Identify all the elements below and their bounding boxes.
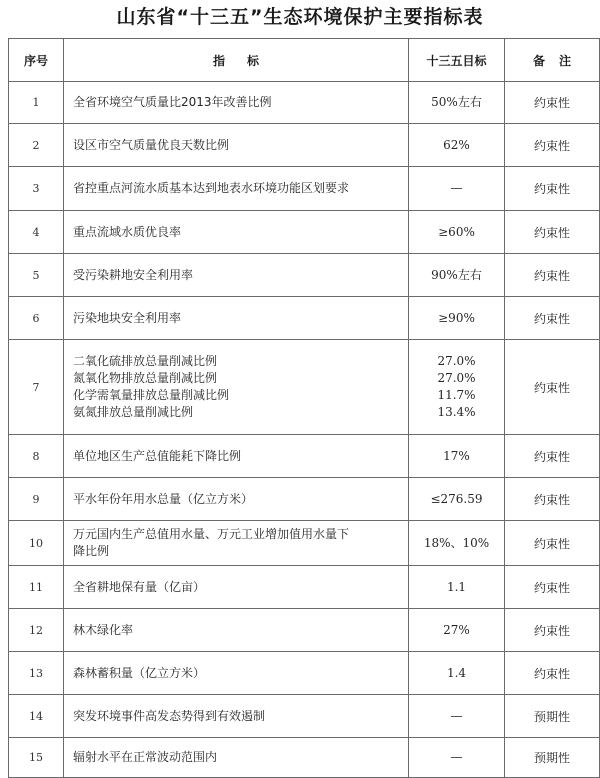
indicator-cell — [64, 211, 409, 254]
indicator-text: 突发环境事件高发态势得到有效遏制 — [73, 708, 266, 723]
table-header-row — [9, 39, 600, 82]
indicator-cell — [64, 609, 409, 652]
indicator-cell — [64, 435, 409, 478]
note-cell: 约束性 — [505, 254, 600, 297]
table-row — [9, 82, 600, 124]
row-number: 1 — [9, 82, 64, 124]
indicator-text: 平水年份年用水总量（亿立方米） — [73, 491, 254, 506]
target-value: ≥90% — [438, 310, 475, 325]
indicator-text: 全省耕地保有量（亿亩） — [73, 579, 206, 594]
header-indicator: 指标 — [64, 39, 409, 82]
table-row — [9, 167, 600, 211]
target-cell — [409, 695, 505, 738]
table-body — [9, 82, 600, 778]
indicator-cell — [64, 521, 409, 566]
table-row — [9, 254, 600, 297]
target-cell — [409, 478, 505, 521]
target-cell — [409, 254, 505, 297]
row-number: 11 — [9, 566, 64, 609]
indicator-cell — [64, 82, 409, 124]
indicator-cell — [64, 124, 409, 167]
row-number: 10 — [9, 521, 64, 566]
table-row — [9, 297, 600, 340]
indicator-text: 重点流域水质优良率 — [73, 224, 182, 239]
target-cell — [409, 521, 505, 566]
indicator-table — [8, 38, 600, 778]
indicator-text: 万元国内生产总值用水量、万元工业增加值用水量下 — [73, 527, 350, 541]
target-value: 90%左右 — [431, 267, 482, 282]
table-row — [9, 738, 600, 778]
target-cell — [409, 652, 505, 695]
note-cell: 约束性 — [505, 297, 600, 340]
table-row — [9, 609, 600, 652]
header-note: 备注 — [505, 39, 600, 82]
table-row — [9, 211, 600, 254]
target-value: 27.0% — [437, 354, 476, 368]
note-cell: 约束性 — [505, 167, 600, 211]
row-number: 7 — [9, 340, 64, 435]
target-value: 62% — [443, 137, 470, 152]
row-number: 3 — [9, 167, 64, 211]
indicator-text: 污染地块安全利用率 — [73, 310, 182, 325]
target-value: 17% — [443, 448, 470, 463]
header-target: 十三五目标 — [409, 39, 505, 82]
table-row — [9, 478, 600, 521]
indicator-text: 降比例 — [73, 544, 110, 558]
target-value: — — [450, 750, 463, 764]
indicator-text: 化学需氧量排放总量削减比例 — [73, 388, 230, 402]
note-cell: 约束性 — [505, 521, 600, 566]
target-value: 11.7% — [437, 388, 476, 402]
note-cell: 约束性 — [505, 478, 600, 521]
note-cell: 约束性 — [505, 566, 600, 609]
header-no: 序号 — [9, 39, 64, 82]
document-title: 山东省“十三五”生态环境保护主要指标表 — [116, 6, 484, 28]
target-value: 13.4% — [437, 405, 476, 419]
target-cell — [409, 211, 505, 254]
target-cell — [409, 435, 505, 478]
row-number: 4 — [9, 211, 64, 254]
row-number: 12 — [9, 609, 64, 652]
table-row — [9, 435, 600, 478]
row-number: 6 — [9, 297, 64, 340]
target-cell — [409, 297, 505, 340]
row-number: 9 — [9, 478, 64, 521]
row-number: 8 — [9, 435, 64, 478]
indicator-text: 林木绿化率 — [73, 622, 134, 637]
indicator-cell — [64, 297, 409, 340]
target-value: — — [450, 708, 463, 723]
indicator-text: 辐射水平在正常波动范围内 — [73, 750, 218, 764]
table-row — [9, 566, 600, 609]
indicator-cell — [64, 254, 409, 297]
indicator-text: 森林蓄积量（亿立方米） — [73, 665, 206, 680]
row-number: 14 — [9, 695, 64, 738]
indicator-cell — [64, 695, 409, 738]
note-cell: 约束性 — [505, 652, 600, 695]
row-number: 5 — [9, 254, 64, 297]
target-cell — [409, 738, 505, 778]
target-cell — [409, 566, 505, 609]
target-value: ≥60% — [438, 224, 475, 239]
note-cell: 约束性 — [505, 211, 600, 254]
indicator-text: 省控重点河流水质基本达到地表水环境功能区划要求 — [73, 181, 350, 195]
target-value: 27% — [443, 622, 470, 637]
target-value: 1.1 — [446, 579, 467, 594]
target-cell — [409, 124, 505, 167]
target-value: — — [450, 181, 463, 195]
target-value: 1.4 — [446, 665, 467, 680]
note-cell: 预期性 — [505, 738, 600, 778]
table-row — [9, 521, 600, 566]
indicator-cell — [64, 340, 409, 435]
indicator-cell — [64, 566, 409, 609]
indicator-text: 氨氮排放总量削减比例 — [73, 405, 194, 419]
table-row — [9, 124, 600, 167]
row-number: 2 — [9, 124, 64, 167]
table-row — [9, 695, 600, 738]
target-cell — [409, 609, 505, 652]
target-value: 18%、10% — [423, 535, 490, 550]
note-cell: 约束性 — [505, 609, 600, 652]
indicator-text: 受污染耕地安全利用率 — [73, 267, 194, 282]
indicator-cell — [64, 738, 409, 778]
target-value: 27.0% — [437, 371, 476, 385]
note-cell: 约束性 — [505, 124, 600, 167]
indicator-cell — [64, 652, 409, 695]
indicator-text: 单位地区生产总值能耗下降比例 — [73, 448, 242, 463]
row-number: 13 — [9, 652, 64, 695]
note-cell: 约束性 — [505, 82, 600, 124]
target-cell — [409, 82, 505, 124]
note-cell: 预期性 — [505, 695, 600, 738]
target-value: 50%左右 — [431, 95, 482, 109]
target-cell — [409, 340, 505, 435]
target-cell — [409, 167, 505, 211]
indicator-text: 二氧化硫排放总量削减比例 — [73, 354, 218, 368]
indicator-text: 设区市空气质量优良天数比例 — [73, 137, 230, 152]
indicator-text: 氮氧化物排放总量削减比例 — [73, 371, 218, 385]
table-row — [9, 652, 600, 695]
note-cell: 约束性 — [505, 340, 600, 435]
indicator-text: 全省环境空气质量比2013年改善比例 — [73, 95, 272, 109]
indicator-cell — [64, 167, 409, 211]
indicator-cell — [64, 478, 409, 521]
row-number: 15 — [9, 738, 64, 778]
target-value: ≤276.59 — [430, 491, 483, 506]
note-cell: 约束性 — [505, 435, 600, 478]
table-row — [9, 340, 600, 435]
